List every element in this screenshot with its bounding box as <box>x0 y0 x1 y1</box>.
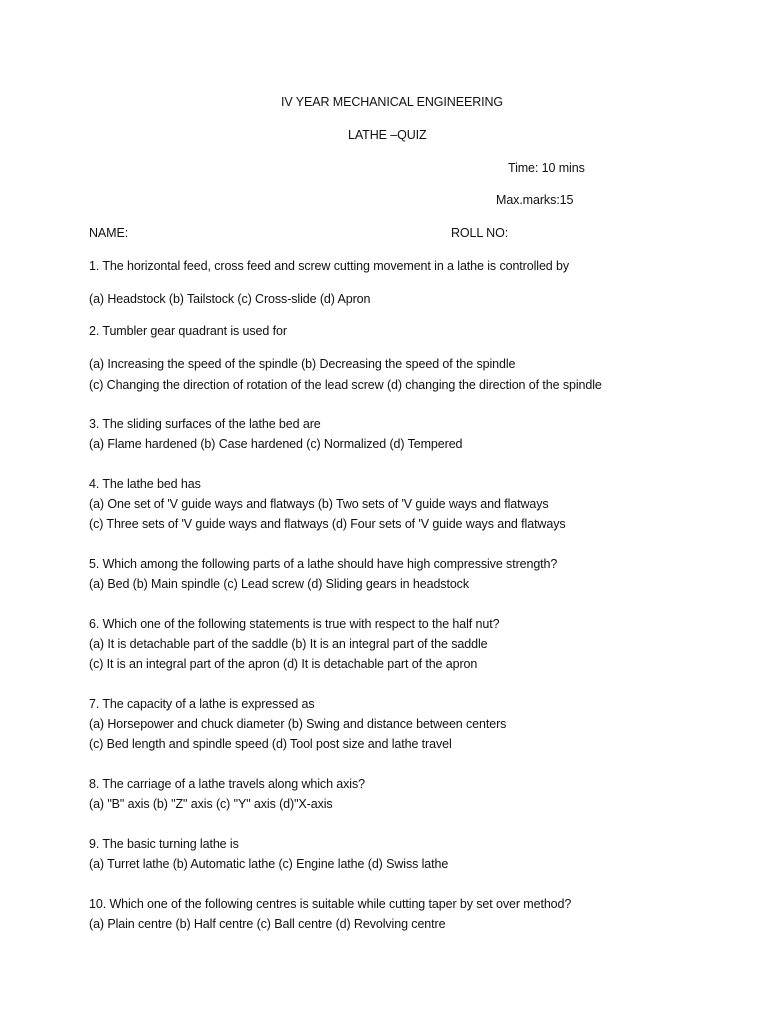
question-10-options: (a) Plain centre (b) Half centre (c) Ball centre (d) Revolving centre <box>89 917 446 931</box>
name-label: NAME: <box>89 226 129 240</box>
question-5-options: (a) Bed (b) Main spindle (c) Lead screw (d) Sliding gears in headstock <box>89 577 469 591</box>
question-6-options-line-2: (c) It is an integral part of the apron (d) It is detachable part of the apron <box>89 657 478 671</box>
question-4: 4. The lathe bed has <box>89 477 201 491</box>
question-2-options-line-2: (c) Changing the direction of rotation of the lead screw (d) changing the direction of the spindle <box>89 378 602 392</box>
question-2-options-line-1: (a) Increasing the speed of the spindle (b) Decreasing the speed of the spindle <box>89 357 516 371</box>
question-6: 6. Which one of the following statements is true with respect to the half nut? <box>89 617 500 631</box>
question-9-options: (a) Turret lathe (b) Automatic lathe (c) Engine lathe (d) Swiss lathe <box>89 857 449 871</box>
question-3-options: (a) Flame hardened (b) Case hardened (c) Normalized (d) Tempered <box>89 437 463 451</box>
quiz-subtitle: LATHE –QUIZ <box>348 128 427 142</box>
max-marks: Max.marks:15 <box>496 193 574 207</box>
question-5: 5. Which among the following parts of a lathe should have high compressive strength? <box>89 557 558 571</box>
question-8-options: (a) "B" axis (b) "Z" axis (c) "Y" axis (d)"X-axis <box>89 797 333 811</box>
question-3: 3. The sliding surfaces of the lathe bed are <box>89 417 321 431</box>
question-7-options-line-1: (a) Horsepower and chuck diameter (b) Swing and distance between centers <box>89 717 507 731</box>
question-10: 10. Which one of the following centres is suitable while cutting taper by set over method? <box>89 897 572 911</box>
roll-number-label: ROLL NO: <box>451 226 509 240</box>
question-1: 1. The horizontal feed, cross feed and screw cutting movement in a lathe is controlled by <box>89 259 570 273</box>
question-9: 9. The basic turning lathe is <box>89 837 239 851</box>
time-limit: Time: 10 mins <box>508 161 585 175</box>
question-6-options-line-1: (a) It is detachable part of the saddle (b) It is an integral part of the saddle <box>89 637 488 651</box>
question-8: 8. The carriage of a lathe travels along which axis? <box>89 777 365 791</box>
question-2: 2. Tumbler gear quadrant is used for <box>89 324 287 338</box>
question-7: 7. The capacity of a lathe is expressed as <box>89 697 315 711</box>
question-4-options-line-2: (c) Three sets of 'V guide ways and flatways (d) Four sets of 'V guide ways and flatways <box>89 517 566 531</box>
page-title: IV YEAR MECHANICAL ENGINEERING <box>281 95 504 109</box>
question-7-options-line-2: (c) Bed length and spindle speed (d) Tool post size and lathe travel <box>89 737 452 751</box>
question-1-options: (a) Headstock (b) Tailstock (c) Cross-slide (d) Apron <box>89 292 371 306</box>
question-4-options-line-1: (a) One set of 'V guide ways and flatways (b) Two sets of 'V guide ways and flatways <box>89 497 549 511</box>
